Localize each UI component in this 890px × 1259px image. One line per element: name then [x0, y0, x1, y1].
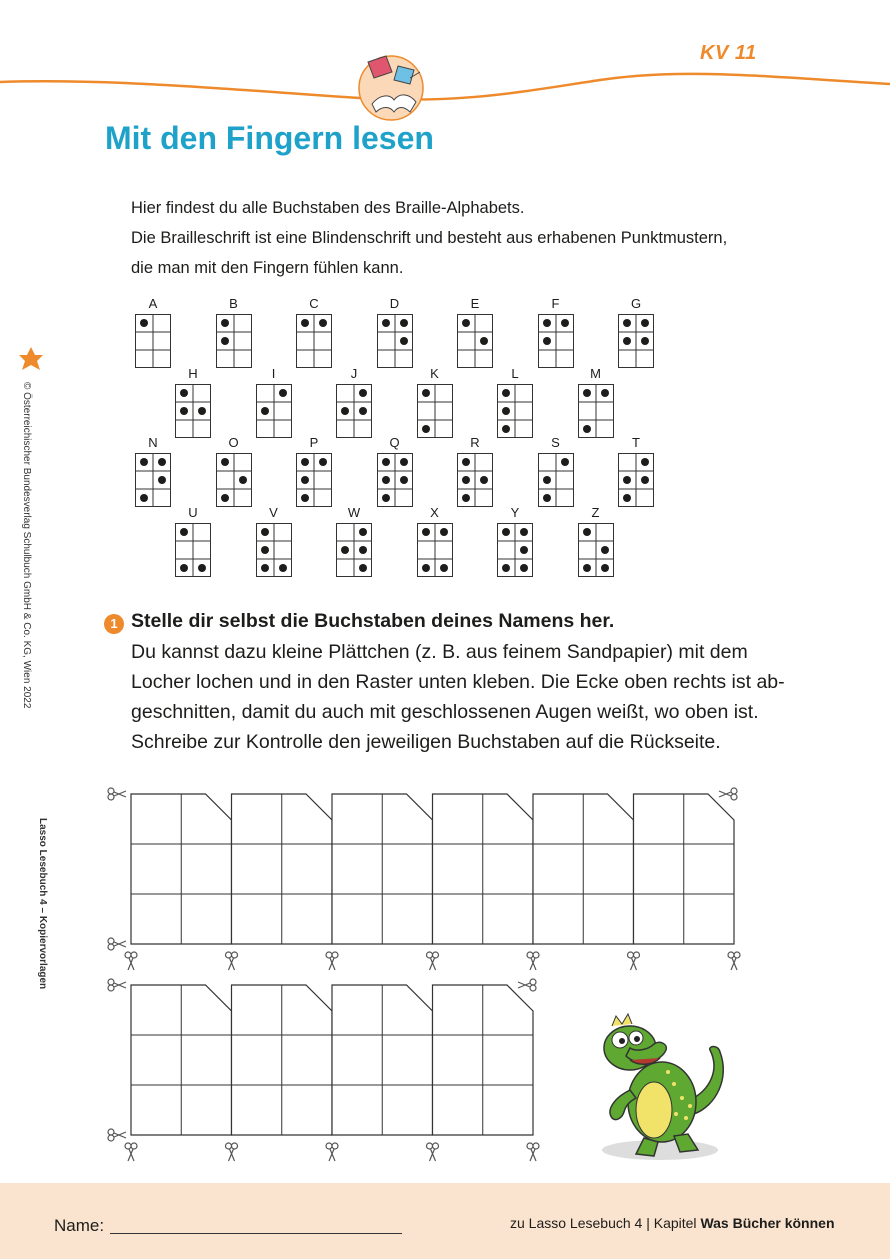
braille-dot — [561, 319, 569, 327]
braille-dot — [359, 546, 367, 554]
braille-dot — [561, 458, 569, 466]
scissors-icon — [108, 938, 126, 950]
braille-dot — [180, 389, 188, 397]
dragon-mascot-icon — [590, 1010, 730, 1165]
braille-dot — [462, 458, 470, 466]
braille-cell-q — [377, 453, 413, 507]
braille-letter-j: J — [350, 366, 358, 381]
braille-dot — [140, 319, 148, 327]
scissors-icon — [518, 979, 536, 991]
task-number-badge: 1 — [104, 614, 124, 634]
braille-dot — [400, 319, 408, 327]
braille-dot — [261, 546, 269, 554]
braille-dot — [462, 319, 470, 327]
braille-letter-m: M — [590, 366, 601, 381]
braille-dot — [359, 407, 367, 415]
braille-dot — [623, 337, 631, 345]
scissors-icon — [728, 952, 740, 970]
scissors-icon — [326, 952, 338, 970]
scissors-icon — [628, 952, 640, 970]
worksheet-code: KV 11 — [700, 42, 757, 64]
braille-letter-h: H — [188, 366, 198, 381]
intro-line-2: Die Brailleschrift ist eine Blindenschrift und besteht aus erhabenen Punktmustern, — [131, 229, 728, 247]
braille-dot — [382, 494, 390, 502]
braille-cell-f — [538, 314, 574, 368]
braille-letter-i: I — [271, 366, 276, 381]
name-field-line[interactable] — [110, 1233, 402, 1234]
braille-dot — [601, 389, 609, 397]
braille-dot — [583, 564, 591, 572]
copyright-note: © Österreichischer Bundesverlag Schulbuch GmbH & Co. KG, Wien 2022 — [21, 382, 32, 709]
braille-dot — [261, 564, 269, 572]
braille-letter-p: P — [309, 435, 319, 450]
braille-dot — [221, 494, 229, 502]
cut-out-card — [131, 985, 232, 1135]
braille-dot — [422, 564, 430, 572]
braille-dot — [359, 564, 367, 572]
braille-letter-o: O — [228, 435, 239, 450]
cut-out-card — [533, 794, 634, 944]
task-line-4: Schreibe zur Kontrolle den jeweiligen Buchstaben auf die Rückseite. — [131, 731, 721, 753]
braille-dot — [601, 564, 609, 572]
braille-dot — [502, 389, 510, 397]
braille-dot — [623, 476, 631, 484]
braille-dot — [382, 476, 390, 484]
book-title-note: Lasso Lesebuch 4 – Kopiervorlagen — [37, 818, 48, 990]
braille-dot — [279, 564, 287, 572]
scissors-icon — [226, 952, 238, 970]
braille-dot — [400, 476, 408, 484]
braille-dot — [261, 407, 269, 415]
braille-letter-s: S — [551, 435, 560, 450]
braille-cell-h — [175, 384, 211, 438]
task-line-2: Locher lochen und in den Raster unten kleben. Die Ecke oben rechts ist ab- — [131, 671, 785, 693]
cut-out-card — [232, 794, 333, 944]
braille-dot — [502, 407, 510, 415]
braille-dot — [480, 476, 488, 484]
braille-dot — [422, 528, 430, 536]
braille-dot — [180, 564, 188, 572]
task-heading: Stelle dir selbst die Buchstaben deines Namens her. — [131, 610, 615, 632]
braille-dot — [382, 319, 390, 327]
scissors-icon — [427, 1143, 439, 1161]
braille-dot — [502, 564, 510, 572]
scissors-icon — [427, 952, 439, 970]
braille-dot — [301, 476, 309, 484]
braille-dot — [400, 458, 408, 466]
braille-dot — [319, 319, 327, 327]
braille-letter-g: G — [630, 296, 642, 311]
braille-dot — [341, 407, 349, 415]
braille-dot — [641, 319, 649, 327]
braille-dot — [440, 528, 448, 536]
braille-dot — [279, 389, 287, 397]
header-wave — [0, 0, 890, 130]
cut-out-card — [232, 985, 333, 1135]
braille-cell-s — [538, 453, 574, 507]
intro-line-3: die man mit den Fingern fühlen kann. — [131, 259, 404, 277]
braille-letter-d: D — [389, 296, 400, 311]
braille-dot — [301, 494, 309, 502]
braille-dot — [422, 425, 430, 433]
scissors-icon — [125, 1143, 137, 1161]
cut-out-grid — [0, 770, 890, 1170]
braille-dot — [543, 337, 551, 345]
braille-dot — [180, 407, 188, 415]
braille-dot — [583, 528, 591, 536]
braille-letter-u: U — [188, 505, 198, 520]
scissors-icon — [226, 1143, 238, 1161]
braille-dot — [462, 494, 470, 502]
braille-letter-l: L — [511, 366, 519, 381]
braille-dot — [462, 476, 470, 484]
page-title: Mit den Fingern lesen — [105, 120, 434, 156]
footer-reference — [510, 1215, 835, 1231]
footer-reference-prefix: zu Lasso Lesebuch 4 | Kapitel — [510, 1215, 701, 1231]
braille-cell-l — [497, 384, 533, 438]
braille-dot — [341, 546, 349, 554]
cut-out-card — [332, 794, 433, 944]
braille-letter-w: W — [347, 505, 361, 520]
braille-dot — [422, 389, 430, 397]
braille-cell-a — [135, 314, 171, 368]
braille-cell-i — [256, 384, 292, 438]
braille-cell-m — [578, 384, 614, 438]
books-emblem-icon — [359, 56, 423, 120]
cut-out-card — [433, 794, 534, 944]
braille-dot — [359, 528, 367, 536]
braille-letter-r: R — [470, 435, 480, 450]
scissors-icon — [125, 952, 137, 970]
braille-cell-v — [256, 523, 292, 577]
task-line-1: Du kannst dazu kleine Plättchen (z. B. aus feinem Sandpapier) mit dem — [131, 641, 748, 663]
braille-dot — [543, 476, 551, 484]
braille-dot — [520, 564, 528, 572]
braille-cell-w — [336, 523, 372, 577]
braille-cell-e — [457, 314, 493, 368]
braille-dot — [261, 528, 269, 536]
braille-dot — [180, 528, 188, 536]
braille-dot — [140, 458, 148, 466]
braille-cell-u — [175, 523, 211, 577]
cut-out-card — [433, 985, 534, 1135]
braille-dot — [601, 546, 609, 554]
braille-cell-k — [417, 384, 453, 438]
braille-dot — [502, 425, 510, 433]
braille-letter-c: C — [309, 296, 319, 311]
braille-dot — [641, 337, 649, 345]
braille-cell-z — [578, 523, 614, 577]
braille-dot — [480, 337, 488, 345]
braille-cell-p — [296, 453, 332, 507]
name-label: Name: — [54, 1216, 105, 1235]
braille-cell-r — [457, 453, 493, 507]
braille-dot — [221, 319, 229, 327]
braille-dot — [158, 458, 166, 466]
braille-dot — [359, 389, 367, 397]
braille-dot — [198, 407, 206, 415]
braille-letter-n: N — [148, 435, 158, 450]
intro-line-1: Hier findest du alle Buchstaben des Braille-Alphabets. — [131, 199, 525, 217]
braille-cell-o — [216, 453, 252, 507]
braille-dot — [543, 494, 551, 502]
braille-dot — [641, 476, 649, 484]
braille-letter-y: Y — [510, 505, 520, 520]
braille-cell-x — [417, 523, 453, 577]
braille-cell-y — [497, 523, 533, 577]
braille-letter-b: B — [229, 296, 238, 311]
braille-cell-g — [618, 314, 654, 368]
braille-letter-z: Z — [591, 505, 600, 520]
braille-letter-a: A — [148, 296, 158, 311]
publisher-logo-icon — [17, 345, 45, 373]
scissors-icon — [326, 1143, 338, 1161]
cut-out-card — [634, 794, 735, 944]
braille-letter-f: F — [551, 296, 560, 311]
braille-dot — [158, 476, 166, 484]
scissors-icon — [108, 1129, 126, 1141]
braille-cell-c — [296, 314, 332, 368]
braille-dot — [140, 494, 148, 502]
braille-dot — [319, 458, 327, 466]
braille-dot — [502, 528, 510, 536]
braille-dot — [301, 319, 309, 327]
braille-dot — [520, 528, 528, 536]
braille-letter-v: V — [269, 505, 278, 520]
braille-letter-x: X — [430, 505, 439, 520]
braille-dot — [198, 564, 206, 572]
braille-dot — [301, 458, 309, 466]
scissors-icon — [108, 979, 126, 991]
braille-cell-j — [336, 384, 372, 438]
braille-dot — [583, 389, 591, 397]
braille-letter-t: T — [632, 435, 640, 450]
braille-letter-q: Q — [389, 435, 400, 450]
braille-dot — [623, 319, 631, 327]
braille-dot — [221, 337, 229, 345]
braille-dot — [641, 458, 649, 466]
task-line-3: geschnitten, damit du auch mit geschlossenen Augen weißt, wo oben ist. — [131, 701, 759, 723]
braille-dot — [623, 494, 631, 502]
braille-letter-k: K — [430, 366, 439, 381]
scissors-icon — [527, 1143, 539, 1161]
braille-dot — [382, 458, 390, 466]
braille-dot — [239, 476, 247, 484]
footer-chapter: Was Bücher können — [700, 1215, 835, 1231]
braille-cell-t — [618, 453, 654, 507]
scissors-icon — [719, 788, 737, 800]
braille-cell-d — [377, 314, 413, 368]
cut-out-card — [131, 794, 232, 944]
braille-dot — [543, 319, 551, 327]
cut-out-card — [332, 985, 433, 1135]
braille-dot — [221, 458, 229, 466]
braille-dot — [400, 337, 408, 345]
braille-dot — [583, 425, 591, 433]
scissors-icon — [527, 952, 539, 970]
braille-cell-n — [135, 453, 171, 507]
scissors-icon — [108, 788, 126, 800]
braille-letter-e: E — [470, 296, 480, 311]
braille-dot — [440, 564, 448, 572]
braille-cell-b — [216, 314, 252, 368]
braille-dot — [520, 546, 528, 554]
